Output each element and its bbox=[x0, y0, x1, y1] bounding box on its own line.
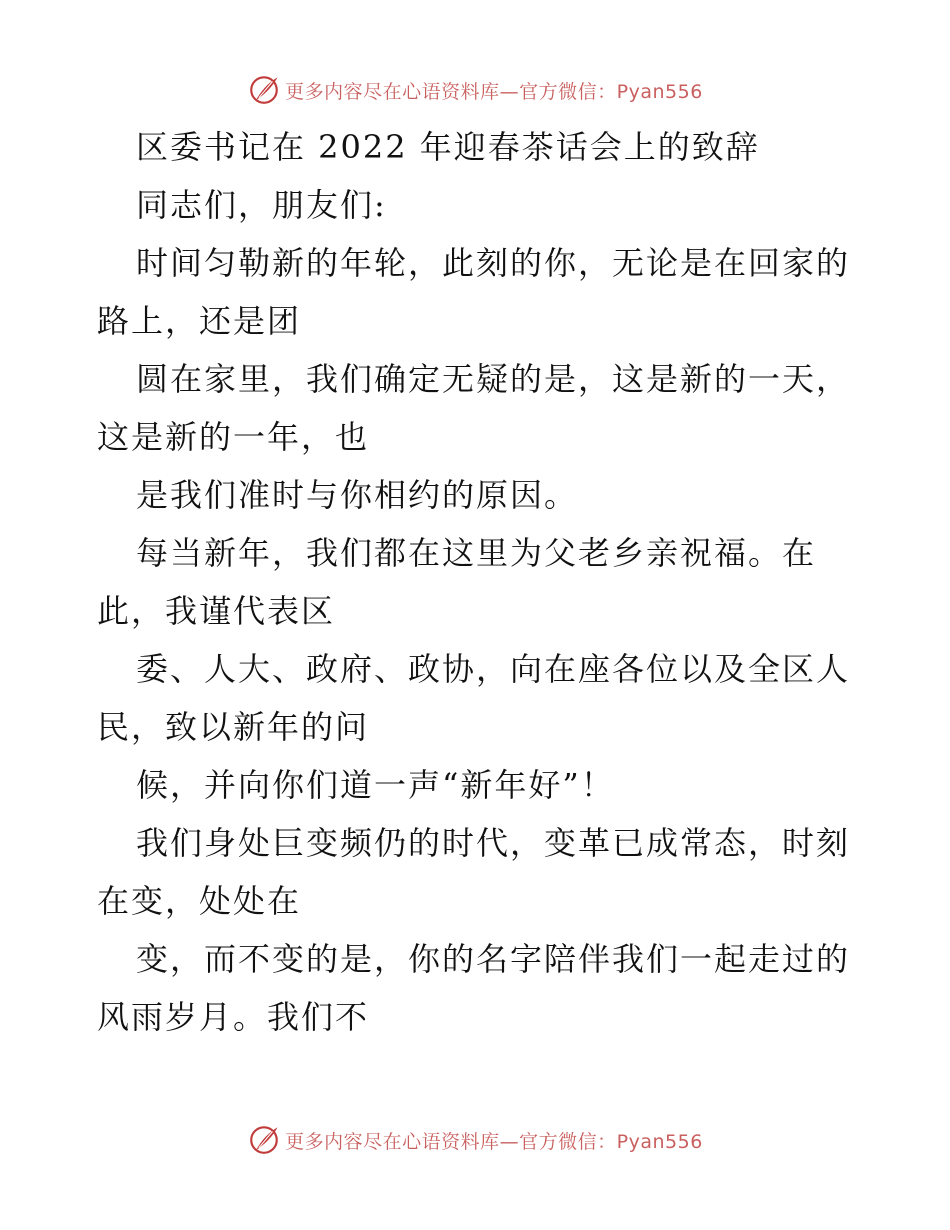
text-line: 圆在家里，我们确定无疑的是，这是新的一天， bbox=[136, 360, 851, 398]
header-watermark bbox=[0, 70, 950, 110]
feather-logo-icon bbox=[247, 1123, 281, 1157]
text-line: 候，并向你们道一声“新年好”！ bbox=[136, 766, 615, 804]
text-line: 是我们准时与你相约的原因。 bbox=[136, 476, 579, 514]
watermark-text: 更多内容尽在心语资料库—官方微信：Pyan556 bbox=[285, 80, 703, 103]
document-title: 区委书记在 2022 年迎春茶话会上的致辞 bbox=[136, 128, 760, 166]
text-line: 这是新的一年，也 bbox=[97, 418, 370, 456]
text-line: 此，我谨代表区 bbox=[97, 592, 336, 630]
text-line: 我们身处巨变频仍的时代，变革已成常态，时刻 bbox=[136, 824, 851, 862]
text-line: 委、人大、政府、政协，向在座各位以及全区人 bbox=[136, 650, 851, 688]
salutation: 同志们，朋友们: bbox=[136, 186, 387, 224]
document-body bbox=[97, 118, 857, 1046]
text-line: 路上，还是团 bbox=[97, 302, 302, 340]
text-line: 风雨岁月。我们不 bbox=[97, 998, 370, 1036]
watermark-text: 更多内容尽在心语资料库—官方微信：Pyan556 bbox=[285, 1130, 703, 1153]
text-line: 在变，处处在 bbox=[97, 882, 302, 920]
text-line: 变，而不变的是，你的名字陪伴我们一起走过的 bbox=[136, 940, 851, 978]
feather-logo-icon bbox=[247, 73, 281, 107]
text-line: 每当新年，我们都在这里为父老乡亲祝福。在 bbox=[136, 534, 817, 572]
text-line: 民，致以新年的问 bbox=[97, 708, 370, 746]
footer-watermark bbox=[0, 1120, 950, 1160]
text-line: 时间匀勒新的年轮，此刻的你，无论是在回家的 bbox=[136, 244, 851, 282]
